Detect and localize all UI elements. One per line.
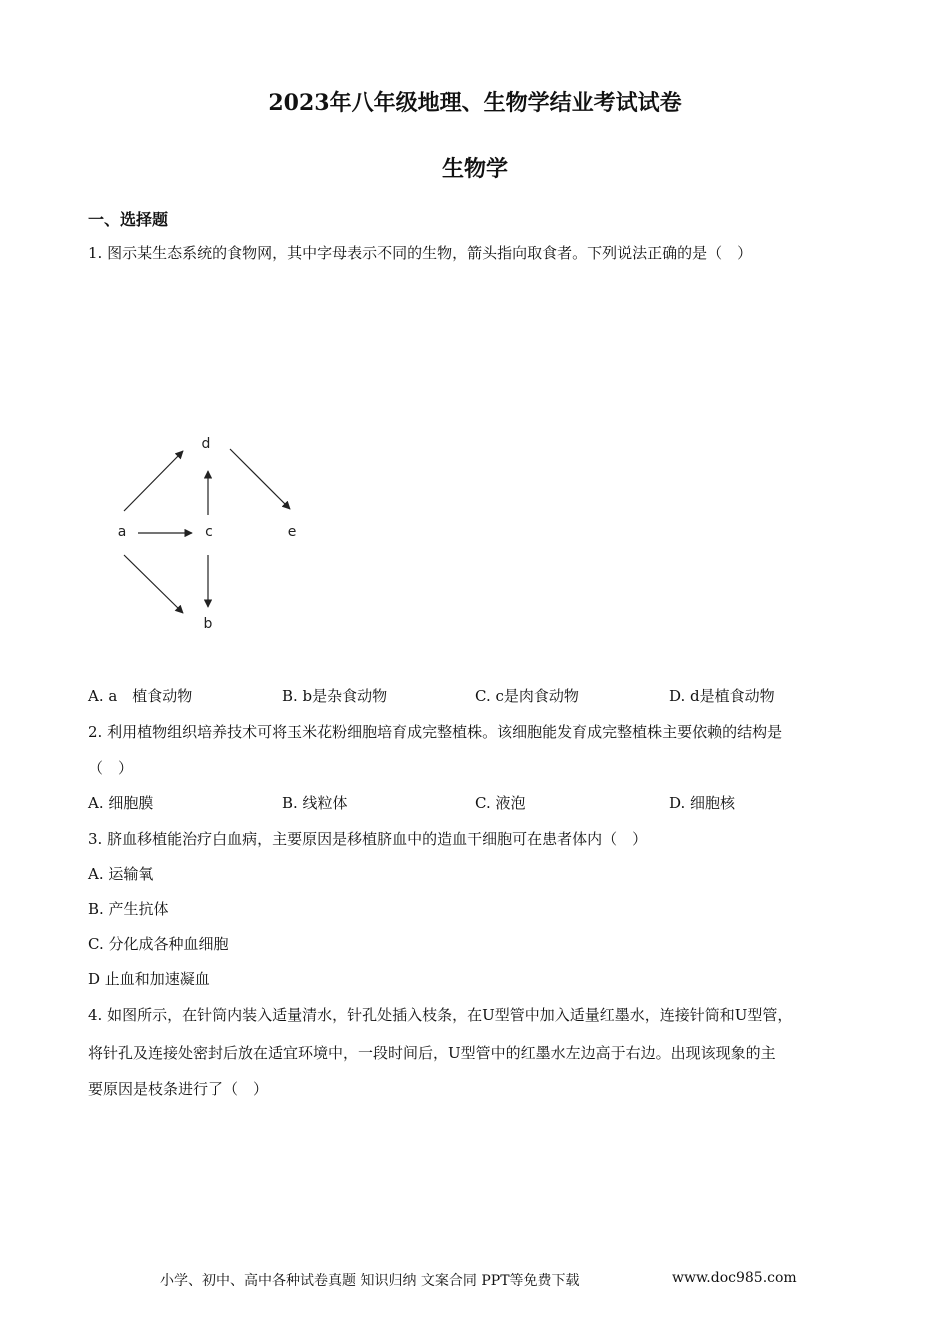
food-web-diagram [100, 425, 320, 640]
node-b: b [203, 616, 213, 632]
question-4-stem-line-1: 4. 如图所示，在针筒内装入适量清水，针孔处插入枝条，在U型管中加入适量红墨水，连接针筒和U型管， [88, 1006, 793, 1024]
question-1-stem: 1. 图示某生态系统的食物网，其中字母表示不同的生物，箭头指向取食者。下列说法正确的是（ ） [88, 244, 753, 262]
node-c: c [205, 524, 213, 540]
question-4-stem-line-2: 将针孔及连接处密封后放在适宜环境中，一段时间后，U型管中的红墨水左边高于右边。出现该现象的主 [88, 1044, 776, 1062]
q2-option-c: C. 液泡 [475, 794, 526, 812]
q2-option-b: B. 线粒体 [282, 794, 348, 812]
q1-option-c: C. c是肉食动物 [475, 687, 579, 705]
footer-promo-text: 小学、初中、高中各种试卷真题 知识归纳 文案合同 PPT等免费下载 [160, 1273, 580, 1289]
q3-option-d: D 止血和加速凝血 [88, 970, 210, 988]
q1-option-d: D. d是植食动物 [669, 687, 775, 705]
question-3-stem: 3. 脐血移植能治疗白血病，主要原因是移植脐血中的造血干细胞可在患者体内（ ） [88, 830, 648, 848]
q1-option-b: B. b是杂食动物 [282, 687, 388, 705]
q1-option-a: A. a 植食动物 [88, 687, 193, 705]
node-e: e [287, 524, 297, 540]
arrow-d-to-e [230, 449, 290, 509]
q2-option-a: A. 细胞膜 [88, 794, 154, 812]
node-d: d [201, 436, 211, 452]
footer-website-link[interactable]: www.doc985.com [672, 1270, 797, 1286]
q2-option-d: D. 细胞核 [669, 794, 736, 812]
node-a: a [117, 524, 127, 540]
q3-option-b: B. 产生抗体 [88, 900, 169, 918]
q3-option-a: A. 运输氧 [88, 865, 154, 883]
q3-option-c: C. 分化成各种血细胞 [88, 935, 229, 953]
question-2-stem-line-2: （ ） [88, 759, 134, 777]
question-4-stem-line-3: 要原因是枝条进行了（ ） [88, 1080, 269, 1098]
arrow-a-to-d [124, 451, 183, 511]
section-title: 一、选择题 [88, 210, 169, 229]
question-2-stem-line-1: 2. 利用植物组织培养技术可将玉米花粉细胞培育成完整植株。该细胞能发育成完整植株主要依赖的结构是 [88, 723, 783, 741]
exam-subtitle: 生物学 [441, 156, 508, 182]
arrow-a-to-b [124, 555, 183, 613]
exam-title: 2023年八年级地理、生物学结业考试试卷 [268, 90, 682, 116]
